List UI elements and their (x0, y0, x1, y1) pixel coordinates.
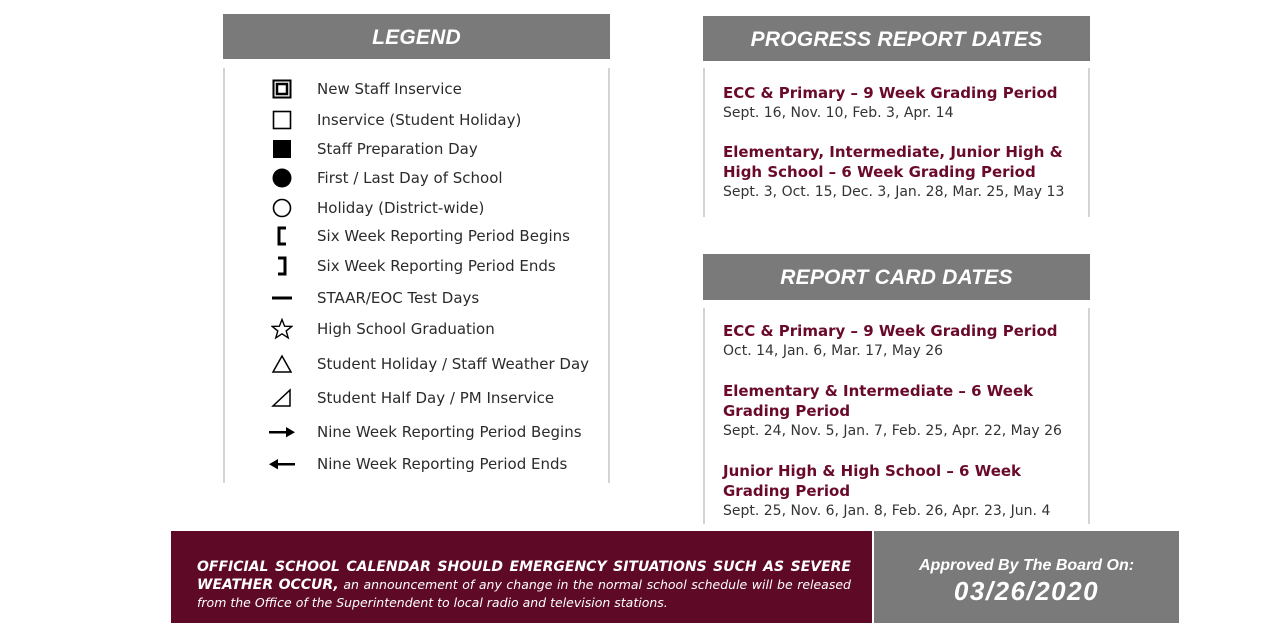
section-dates: Sept. 24, Nov. 5, Jan. 7, Feb. 25, Apr. 22, May 26 (723, 423, 1062, 439)
legend-item (225, 252, 605, 280)
legend-item (225, 222, 605, 250)
legend-item (225, 418, 605, 446)
legend-label: High School Graduation (317, 320, 495, 338)
close-bracket-icon (265, 252, 299, 280)
legend-body (223, 68, 610, 483)
star-icon (265, 315, 299, 343)
legend-item (225, 106, 605, 134)
filled-circle-icon (265, 164, 299, 192)
section-heading: ECC & Primary – 9 Week Grading Period (723, 84, 1058, 102)
progress-section (723, 142, 1078, 202)
legend-label: Student Holiday / Staff Weather Day (317, 355, 590, 373)
dash-icon (265, 284, 299, 312)
legend-item (225, 384, 605, 412)
progress-header (703, 16, 1090, 61)
legend-item (225, 315, 605, 343)
legend-item (225, 75, 605, 103)
notice-rest: an announcement of any change in the normal school schedule will be released from the Office of the Superintendent to local radio and television stations. (197, 577, 851, 610)
double-square-icon (265, 75, 299, 103)
legend-label: Holiday (District-wide) (317, 199, 485, 217)
report-title: REPORT CARD DATES (780, 266, 1013, 289)
legend-item (225, 194, 605, 222)
section-heading: Elementary & Intermediate – 6 Week Grading Period (723, 382, 1034, 420)
section-dates: Sept. 16, Nov. 10, Feb. 3, Apr. 14 (723, 105, 954, 121)
legend-label: STAAR/EOC Test Days (317, 289, 480, 307)
legend-label: New Staff Inservice (317, 80, 462, 98)
approved-date: 03/26/2020 (953, 576, 1100, 606)
right-arrow-icon (265, 418, 299, 446)
legend-header (223, 14, 610, 59)
report-header (703, 254, 1090, 300)
legend-item (225, 284, 605, 312)
notice-bold: OFFICIAL SCHOOL CALENDAR SHOULD EMERGENCY SITUATIONS SUCH AS SEVERE WEATHER OCCUR, (197, 559, 851, 593)
legend-item (225, 135, 605, 163)
legend-label: Six Week Reporting Period Ends (317, 257, 556, 275)
section-heading: Junior High & High School – 6 Week Grading Period (723, 462, 1022, 500)
progress-body (703, 68, 1090, 217)
emergency-notice (171, 531, 872, 623)
legend-label: Inservice (Student Holiday) (317, 111, 522, 129)
report-section (723, 381, 1078, 441)
section-dates: Sept. 25, Nov. 6, Jan. 8, Feb. 26, Apr. 23, Jun. 4 (723, 503, 1051, 519)
report-section (723, 321, 1078, 361)
report-body (703, 308, 1090, 524)
legend-label: Staff Preparation Day (317, 140, 478, 158)
right-triangle-icon (265, 384, 299, 412)
legend-label: Student Half Day / PM Inservice (317, 389, 555, 407)
report-section (723, 461, 1078, 521)
legend-title: LEGEND (372, 26, 461, 49)
legend-item (225, 164, 605, 192)
open-bracket-icon (265, 222, 299, 250)
approval-box (874, 531, 1179, 623)
approved-label: Approved By The Board On: (918, 557, 1135, 574)
section-heading: ECC & Primary – 9 Week Grading Period (723, 322, 1058, 340)
filled-square-icon (265, 135, 299, 163)
legend-label: First / Last Day of School (317, 169, 503, 187)
legend-item (225, 350, 605, 378)
section-heading: Elementary, Intermediate, Junior High & High School – 6 Week Grading Period (723, 143, 1063, 181)
legend-item (225, 450, 605, 478)
notice-text (197, 558, 851, 611)
progress-section (723, 83, 1078, 123)
left-arrow-icon (265, 450, 299, 478)
legend-label: Nine Week Reporting Period Begins (317, 423, 582, 441)
legend-label: Six Week Reporting Period Begins (317, 227, 570, 245)
section-dates: Sept. 3, Oct. 15, Dec. 3, Jan. 28, Mar. 25, May 13 (723, 184, 1065, 200)
empty-circle-icon (265, 194, 299, 222)
progress-title: PROGRESS REPORT DATES (750, 28, 1043, 51)
legend-label: Nine Week Reporting Period Ends (317, 455, 568, 473)
empty-square-icon (265, 106, 299, 134)
section-dates: Oct. 14, Jan. 6, Mar. 17, May 26 (723, 343, 944, 359)
triangle-icon (265, 350, 299, 378)
